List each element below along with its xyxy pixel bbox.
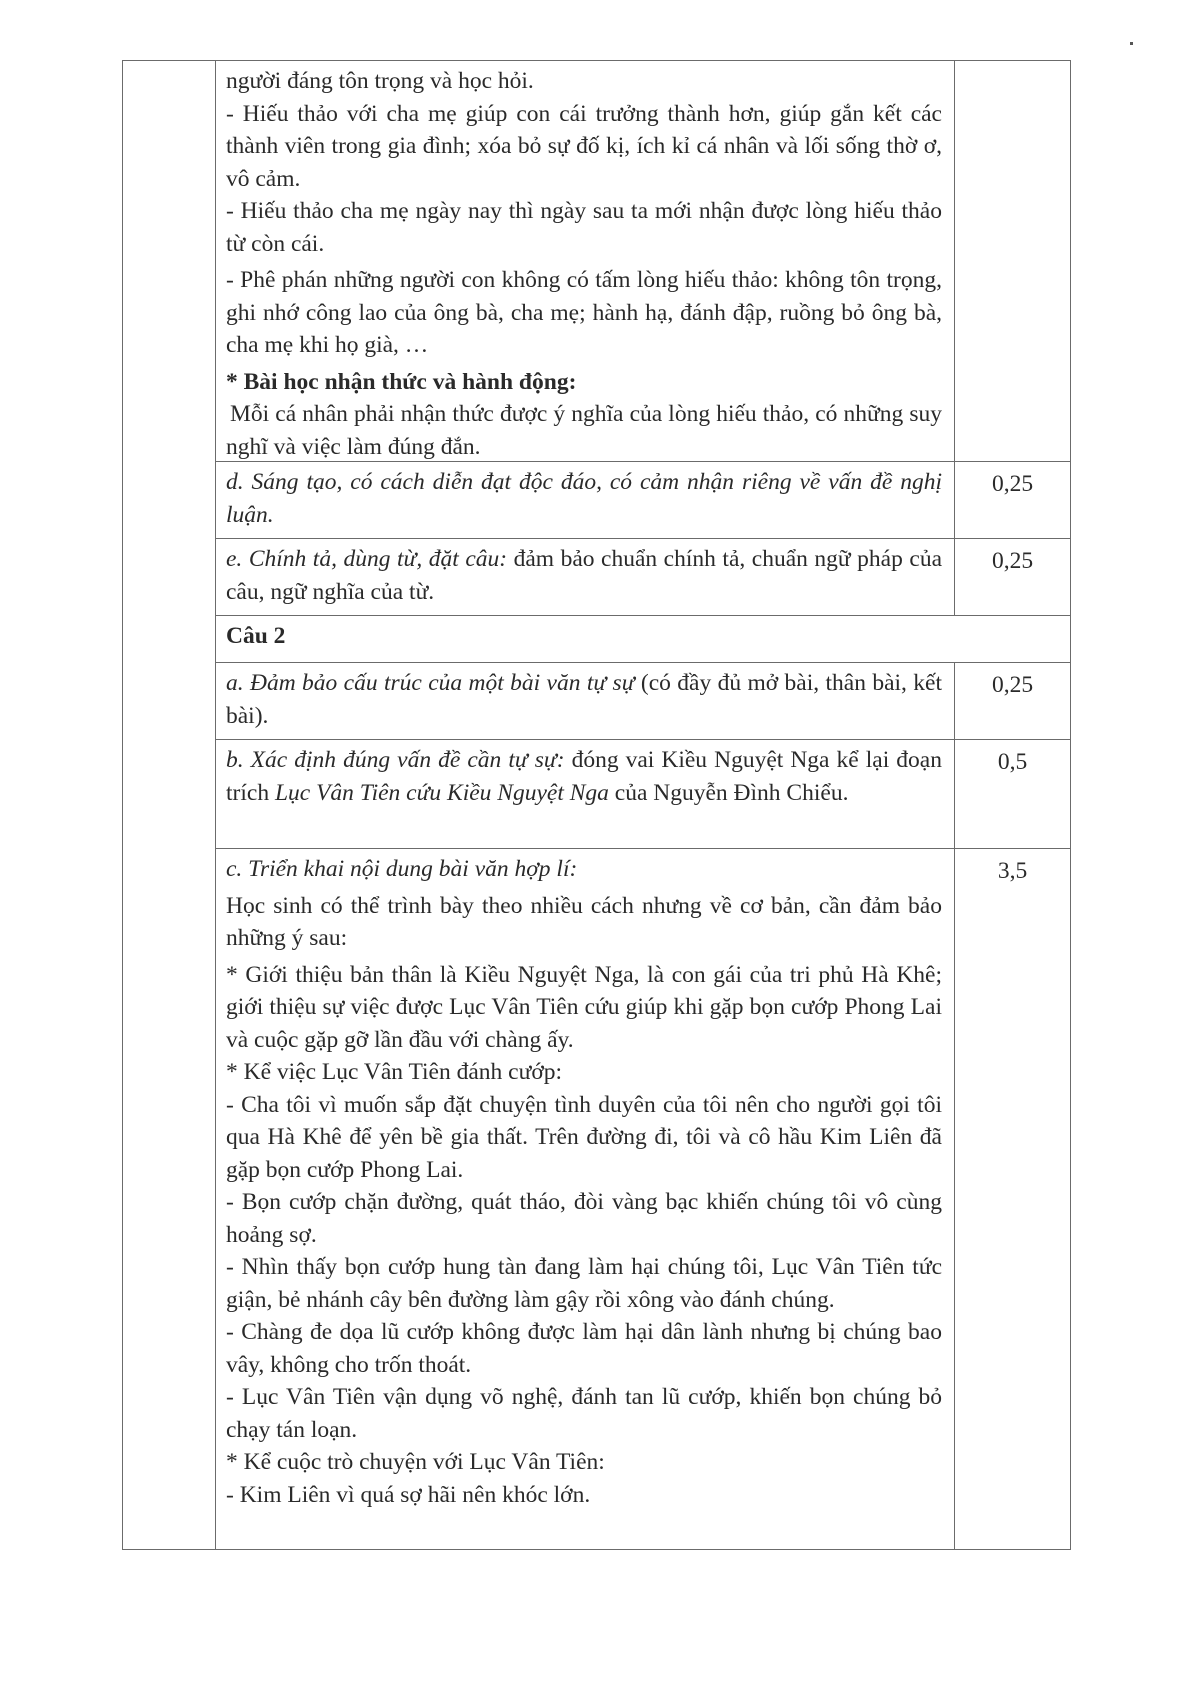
criterion-b-text-end: của Nguyễn Đình Chiểu. xyxy=(608,779,849,806)
content-line: * Kể cuộc trò chuyện với Lục Vân Tiên: xyxy=(226,1449,605,1475)
section-heading: * Bài học nhận thức và hành động: xyxy=(226,368,577,395)
content-line: Học sinh có thể trình bày theo nhiều cách nhưng về cơ bản, cần đảm bảo những ý sau: xyxy=(226,892,942,951)
empty-left-column xyxy=(123,61,216,1550)
criterion-e xyxy=(226,543,942,608)
table-row xyxy=(123,849,1071,1550)
criterion-a-text: (có đầy đủ mở bài, thân bài, kết bài). xyxy=(226,670,942,729)
content-line: * Kể việc Lục Vân Tiên đánh cướp: xyxy=(226,1059,563,1085)
table-row xyxy=(123,61,1071,462)
table-row xyxy=(123,539,1071,616)
score-c: 3,5 xyxy=(997,858,1028,884)
question-title-cell xyxy=(216,616,1071,663)
criterion-d: d. Sáng tạo, có cách diễn đạt độc đáo, có cảm nhận riêng về vấn đề nghị luận. xyxy=(226,469,942,528)
content-line: - Nhìn thấy bọn cướp hung tàn đang làm hại chúng tôi, Lục Vân Tiên tức giận, bẻ nhánh cây bên đường làm gậy rồi xông vào đánh chúng. xyxy=(226,1254,942,1313)
score-e: 0,25 xyxy=(991,548,1034,574)
score-cell xyxy=(955,849,1071,1550)
score-b: 0,5 xyxy=(997,749,1028,775)
content-line: Mỗi cá nhân phải nhận thức được ý nghĩa của lòng hiếu thảo, có những suy nghĩ và việc làm đúng đắn. xyxy=(226,401,942,460)
score-cell xyxy=(955,740,1071,849)
score-a: 0,25 xyxy=(991,672,1034,698)
scan-mark xyxy=(1130,42,1133,45)
content-line: - Chàng đe dọa lũ cướp không được làm hại dân lành nhưng bị chúng bao vây, không cho trốn thoát. xyxy=(226,1319,942,1378)
criterion-a-label: a. Đảm bảo cấu trúc của một bài văn tự sự xyxy=(226,670,635,696)
criterion-e-label: e. Chính tả, dùng từ, đặt câu: xyxy=(226,546,508,572)
question-2-title: Câu 2 xyxy=(226,623,286,649)
content-line: - Cha tôi vì muốn sắp đặt chuyện tình duyên của tôi nên cho người gọi tôi qua Hà Khê để yên bề gia thất. Trên đường đi, tôi và cô hầu Kim Liên đã gặp bọn cướp Phong Lai. xyxy=(226,1091,942,1183)
table-row xyxy=(123,616,1071,663)
criterion-cell xyxy=(216,61,955,462)
score-cell xyxy=(955,539,1071,616)
work-title: Lục Vân Tiên cứu Kiều Nguyệt Nga xyxy=(274,779,609,806)
score-cell xyxy=(955,663,1071,740)
content-line: - Phê phán những người con không có tấm lòng hiếu thảo: không tôn trọng, ghi nhớ công lao của ông bà, cha mẹ; hành hạ, đánh đập, ruồng bỏ ông bà, cha mẹ khi họ già, … xyxy=(226,267,942,358)
table-row xyxy=(123,462,1071,539)
score-cell xyxy=(955,61,1071,462)
criterion-cell xyxy=(216,539,955,616)
content-line: - Lục Vân Tiên vận dụng võ nghệ, đánh tan lũ cướp, khiến bọn chúng bỏ chạy tán loạn. xyxy=(226,1384,942,1443)
content-line: - Bọn cướp chặn đường, quát tháo, đòi vàng bạc khiến chúng tôi vô cùng hoảng sợ. xyxy=(226,1189,942,1248)
criterion-b-label: b. Xác định đúng vấn đề cần tự sự: xyxy=(226,747,565,773)
criterion-e-text: đảm bảo chuẩn chính tả, chuẩn ngữ pháp của câu, ngữ nghĩa của từ. xyxy=(226,546,942,605)
criterion-c-label: c. Triển khai nội dung bài văn hợp lí: xyxy=(226,856,578,882)
criterion-b xyxy=(226,744,942,809)
criterion-b-text: đóng vai Kiều Nguyệt Nga kể lại đoạn trích xyxy=(226,747,942,806)
score-d: 0,25 xyxy=(991,471,1034,497)
content-line: - Kim Liên vì quá sợ hãi nên khóc lớn. xyxy=(226,1481,591,1508)
criterion-cell xyxy=(216,462,955,539)
table-row xyxy=(123,663,1071,740)
score-cell xyxy=(955,462,1071,539)
criterion-cell xyxy=(216,740,955,849)
criterion-a xyxy=(226,667,942,732)
content-line: người đáng tôn trọng và học hỏi. xyxy=(226,68,534,94)
table-row xyxy=(123,740,1071,849)
content-line: - Hiếu thảo cha mẹ ngày nay thì ngày sau ta mới nhận được lòng hiếu thảo từ còn cái. xyxy=(226,198,942,257)
criterion-cell xyxy=(216,849,955,1550)
content-line: * Giới thiệu bản thân là Kiều Nguyệt Nga, là con gái của tri phủ Hà Khê; giới thiệu sự việc được Lục Vân Tiên cứu giúp khi gặp bọn cướp Phong Lai và cuộc gặp gỡ lần đầu với chàng ấy. xyxy=(226,961,942,1053)
content-line: - Hiếu thảo với cha mẹ giúp con cái trưởng thành hơn, giúp gắn kết các thành viên trong gia đình; xóa bỏ sự đố kị, ích kỉ cá nhân và lối sống thờ ơ, vô cảm. xyxy=(226,100,942,192)
criterion-cell xyxy=(216,663,955,740)
grading-table xyxy=(122,60,1071,1550)
